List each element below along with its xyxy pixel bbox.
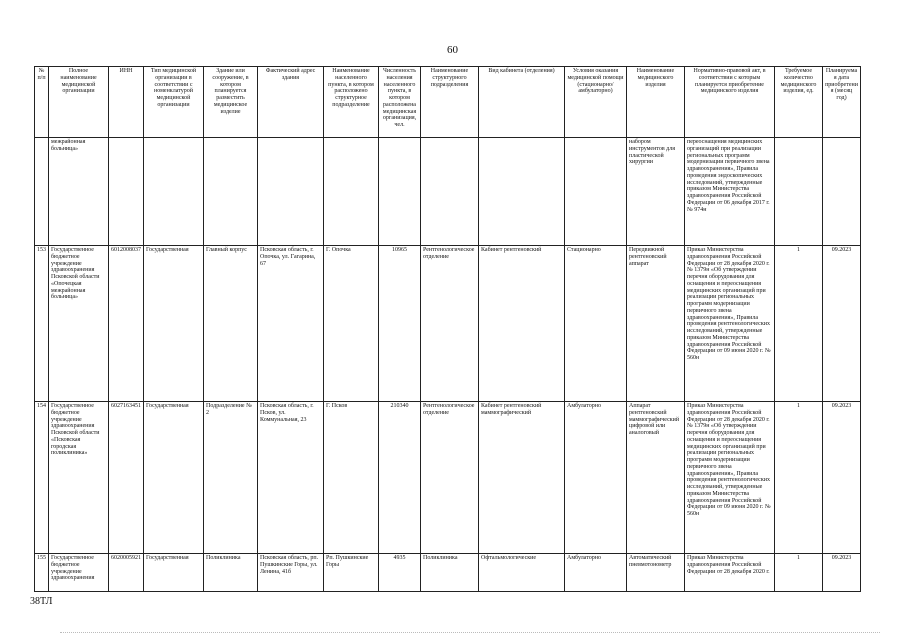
cell-org-name: межрайонная больница» <box>49 138 109 246</box>
header-legal-act: Нормативно-правовой акт, в соответствии с которым планируется приобретение медицинского изделия <box>685 67 775 138</box>
cell-room-type <box>479 138 565 246</box>
header-inn: ИНН <box>109 67 144 138</box>
cell-settlement: Г. Псков <box>324 402 379 554</box>
cell-device-name: набором инструментов для пластической хирургии <box>627 138 685 246</box>
cell-address: Псковская область, рп. Пушкинские Горы, ул. Ленина, 41б <box>258 554 324 592</box>
table-row <box>35 246 861 402</box>
footer-code: 38ТЛ <box>30 596 53 607</box>
cell-settlement <box>324 138 379 246</box>
cell-building: Поликлиника <box>204 554 258 592</box>
cell-inn <box>109 138 144 246</box>
cell-planned-date <box>823 138 861 246</box>
cell-quantity: 1 <box>775 554 823 592</box>
cell-address: Псковская область, г. Псков, ул. Коммунальная, 23 <box>258 402 324 554</box>
cell-population: 10965 <box>379 246 421 402</box>
cell-room-type: Кабинет рентгеновский маммографический <box>479 402 565 554</box>
cell-org-type: Государственная <box>144 554 204 592</box>
cell-address: Псковская область, г. Опочка, ул. Гагарина, 67 <box>258 246 324 402</box>
header-planned-date: Планируемая дата приобретения (месяц год) <box>823 67 861 138</box>
cell-planned-date: 09.2023 <box>823 554 861 592</box>
cell-building: Подразделение № 2 <box>204 402 258 554</box>
cell-care-conditions: Амбулаторно <box>565 554 627 592</box>
cell-population: 210340 <box>379 402 421 554</box>
cell-department: Поликлиника <box>421 554 479 592</box>
cell-planned-date: 09.2023 <box>823 402 861 554</box>
cell-building <box>204 138 258 246</box>
cell-legal-act: Приказ Министерства здравоохранения Российской Федерации от 28 декабря 2020 г. № 1379н «Об утверждении перечня оборудования для оснащения и переоснащения медицинских организаций при реализации региональных программ модернизации первичного звена здравоохранения», Правила проведения рентгенологических исследований, утвержденные приказом Министерства здравоохранения Российской Федерации от 09 июня 2020 г. № 560н <box>685 246 775 402</box>
cell-quantity: 1 <box>775 402 823 554</box>
cell-org-name: Государственное бюджетное учреждение здравоохранения Псковской области «Опочецкая межрайонная больница» <box>49 246 109 402</box>
header-quantity: Требуемое количество медицинского изделия, ед. <box>775 67 823 138</box>
cell-settlement: Г. Опочка <box>324 246 379 402</box>
header-org-name: Полное наименование медицинской организации <box>49 67 109 138</box>
cell-number <box>35 138 49 246</box>
header-device-name: Наименование медицинского изделия <box>627 67 685 138</box>
table-row <box>35 554 861 592</box>
cell-room-type: Офтальмологические <box>479 554 565 592</box>
header-address: Фактический адрес здания <box>258 67 324 138</box>
cell-settlement: Рп. Пушкинские Горы <box>324 554 379 592</box>
cell-building: Главный корпус <box>204 246 258 402</box>
cell-org-type: Государственная <box>144 402 204 554</box>
header-settlement: Наименование населенного пункта, в котором расположено структурное подразделение <box>324 67 379 138</box>
cell-care-conditions: Стационарно <box>565 246 627 402</box>
cell-address <box>258 138 324 246</box>
cell-org-name: Государственное бюджетное учреждение здравоохранения Псковской области «Псковская городская поликлиника» <box>49 402 109 554</box>
cell-legal-act: Приказ Министерства здравоохранения Российской Федерации от 28 декабря 2020 г. <box>685 554 775 592</box>
cell-device-name: Передвижной рентгеновский аппарат <box>627 246 685 402</box>
cell-device-name: Автоматический пневмотонометр <box>627 554 685 592</box>
cell-care-conditions <box>565 138 627 246</box>
equipment-table <box>34 66 861 592</box>
cell-quantity <box>775 138 823 246</box>
header-building: Здание или сооружение, в котором планируется разместить медицинское изделие <box>204 67 258 138</box>
cell-org-type: Государственная <box>144 246 204 402</box>
cell-care-conditions: Амбулаторно <box>565 402 627 554</box>
cell-legal-act: Приказ Министерства здравоохранения Российской Федерации от 28 декабря 2020 г. № 1379н «Об утверждении перечня оборудования для оснащения и переоснащения медицинских организаций при реализации региональных программ модернизации первичного звена здравоохранения», Правила проведения рентгенологических исследований, утвержденные приказом Министерства здравоохранения Российской Федерации от 09 июня 2020 г. № 560н <box>685 402 775 554</box>
header-number: № п/п <box>35 67 49 138</box>
header-org-type: Тип медицинской организации в соответствии с номенклатурой медицинской организации <box>144 67 204 138</box>
cell-population <box>379 138 421 246</box>
cell-room-type: Кабинет рентгеновский <box>479 246 565 402</box>
cell-org-type <box>144 138 204 246</box>
cell-legal-act: переоснащения медицинских организаций при реализации региональных программ модернизации первичного звена здравоохранения», Правила проведения эндоскопических исследований, утвержденные приказом Министерства здравоохранения Российской Федерации от 06 декабря 2017 г. № 974н <box>685 138 775 246</box>
cell-inn: 6012008037 <box>109 246 144 402</box>
cell-device-name: Аппарат рентгеновский маммографический цифровой или аналоговый <box>627 402 685 554</box>
cell-number: 153 <box>35 246 49 402</box>
cell-inn: 6020005921 <box>109 554 144 592</box>
cell-quantity: 1 <box>775 246 823 402</box>
table-row <box>35 138 861 246</box>
cell-department: Рентгенологическое отделение <box>421 402 479 554</box>
header-department: Наименование структурного подразделения <box>421 67 479 138</box>
table-header-row <box>35 67 861 138</box>
header-care-conditions: Условия оказания медицинской помощи (стационарно/ амбулаторно) <box>565 67 627 138</box>
table-row <box>35 402 861 554</box>
cell-planned-date: 09.2023 <box>823 246 861 402</box>
header-room-type: Вид кабинета (отделения) <box>479 67 565 138</box>
cell-number: 155 <box>35 554 49 592</box>
cell-inn: 6027163451 <box>109 402 144 554</box>
cell-org-name: Государственное бюджетное учреждение здравоохранения <box>49 554 109 592</box>
cell-department <box>421 138 479 246</box>
cell-department: Рентгенологическое отделение <box>421 246 479 402</box>
cell-number: 154 <box>35 402 49 554</box>
cell-population: 4935 <box>379 554 421 592</box>
page-number: 60 <box>447 44 458 56</box>
scan-edge-line <box>60 632 880 633</box>
header-population: Численность населения населенного пункта, в котором расположена медицинская организация, чел. <box>379 67 421 138</box>
